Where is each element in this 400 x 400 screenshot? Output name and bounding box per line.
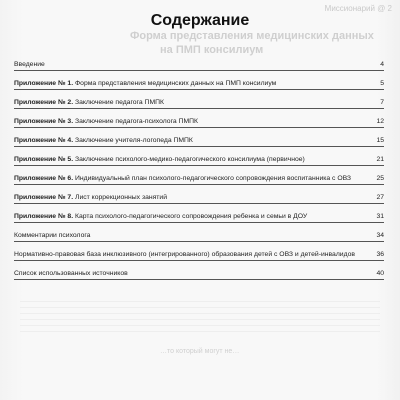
table-of-contents — [14, 58, 384, 280]
toc-entry-title: Заключение учителя-логопеда ПМПК — [75, 137, 193, 144]
toc-entry-text — [14, 231, 362, 240]
toc-entry-page: 36 — [376, 251, 384, 258]
toc-entry-title: Заключение психолого-медико-педагогического консилиума (первичное) — [75, 156, 305, 163]
toc-entry-prefix: Приложение № 7. — [14, 194, 75, 201]
toc-entry-title: Лист коррекционных занятий — [75, 194, 167, 201]
toc-entry-text — [14, 269, 362, 278]
toc-entry[interactable] — [14, 153, 384, 166]
toc-entry-page: 34 — [376, 232, 384, 239]
toc-entry-text — [14, 250, 362, 259]
toc-entry-page: 27 — [376, 194, 384, 201]
toc-entry-title: Нормативно-правовая база инклюзивного (интегрированного) образования детей с ОВЗ и детей-инвалидов — [14, 251, 355, 258]
toc-entry-text — [14, 79, 362, 88]
toc-entry-text — [14, 117, 362, 126]
toc-entry-page: 12 — [376, 118, 384, 125]
toc-entry[interactable] — [14, 172, 384, 185]
toc-entry-text — [14, 155, 362, 164]
page-title: Содержание — [150, 12, 250, 29]
toc-entry-page: 40 — [376, 270, 384, 277]
toc-entry-title: Введение — [14, 61, 45, 68]
toc-entry[interactable] — [14, 96, 384, 109]
toc-entry-page: 5 — [380, 80, 384, 87]
toc-entry-title: Список использованных источников — [14, 270, 128, 277]
toc-entry-title: Заключение педагога ПМПК — [75, 99, 164, 106]
toc-entry-page: 7 — [380, 99, 384, 106]
toc-entry-title: Заключение педагога-психолога ПМПК — [75, 118, 198, 125]
toc-entry-prefix: Приложение № 1. — [14, 80, 75, 87]
toc-entry-page: 21 — [376, 156, 384, 163]
toc-entry-text — [14, 193, 362, 202]
ghost-header-text: Миссионарий @ 2 — [324, 4, 392, 13]
toc-entry[interactable] — [14, 191, 384, 204]
toc-entry[interactable] — [14, 115, 384, 128]
toc-entry-prefix: Приложение № 8. — [14, 213, 75, 220]
toc-entry-text — [14, 136, 362, 145]
toc-entry-title: Форма представления медицинских данных на ПМП консилиум — [75, 80, 277, 87]
toc-entry[interactable] — [14, 267, 384, 280]
ghost-lines — [20, 296, 380, 336]
toc-entry[interactable] — [14, 210, 384, 223]
toc-entry[interactable] — [14, 134, 384, 147]
toc-entry-prefix: Приложение № 4. — [14, 137, 75, 144]
toc-entry-prefix: Приложение № 3. — [14, 118, 75, 125]
toc-entry[interactable] — [14, 248, 384, 261]
toc-entry-page: 15 — [376, 137, 384, 144]
toc-entry-title: Индивидуальный план психолого-педагогического сопровождения воспитанника с ОВЗ — [75, 175, 352, 182]
toc-entry-page: 31 — [376, 213, 384, 220]
toc-entry[interactable] — [14, 58, 384, 71]
toc-entry-text — [14, 98, 362, 107]
toc-entry-title: Комментарии психолога — [14, 232, 91, 239]
toc-entry-prefix: Приложение № 6. — [14, 175, 75, 182]
toc-entry-prefix: Приложение № 2. — [14, 99, 75, 106]
toc-entry-text — [14, 60, 362, 69]
toc-entry-prefix: Приложение № 5. — [14, 156, 75, 163]
ghost-heading-line-1: Форма представления медицинских данных — [130, 30, 374, 42]
toc-entry[interactable] — [14, 229, 384, 242]
toc-entry-page: 4 — [380, 61, 384, 68]
ghost-heading-line-2: на ПМП консилиум — [160, 44, 264, 56]
toc-entry-text — [14, 174, 362, 183]
toc-entry-page: 25 — [376, 175, 384, 182]
ghost-bottom-text: …то который могут не… — [160, 348, 240, 355]
toc-entry-text — [14, 212, 362, 221]
toc-entry-title: Карта психолого-педагогического сопровождения ребенка и семьи в ДОУ — [75, 213, 308, 220]
toc-entry[interactable] — [14, 77, 384, 90]
